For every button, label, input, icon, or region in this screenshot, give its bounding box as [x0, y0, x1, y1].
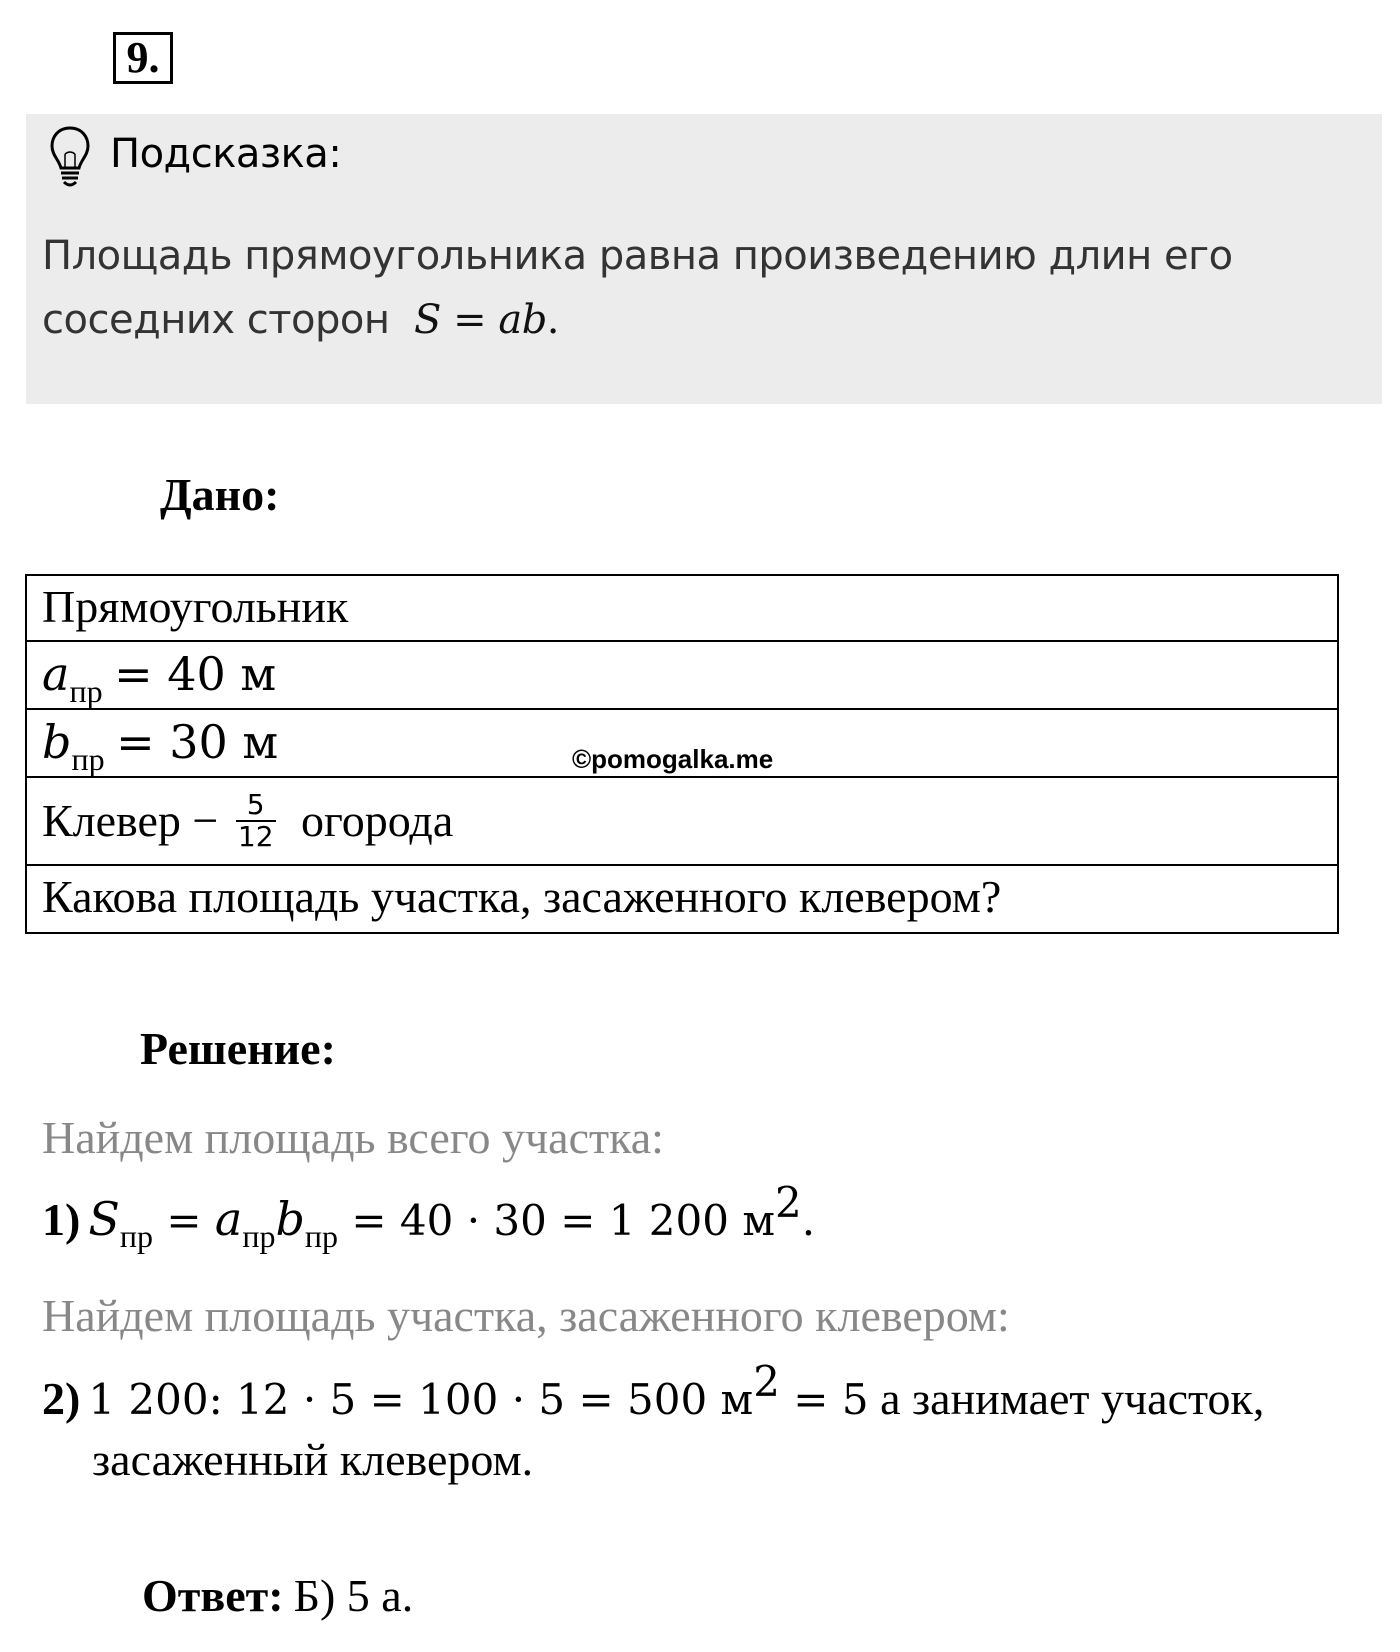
lightbulb-icon [48, 124, 92, 190]
hint-sentence: Площадь прямоугольника равна произведению длин его соседних сторон [42, 233, 1233, 343]
step-2-text-tail: а занимает участок, [868, 1373, 1265, 1424]
hint-text [42, 224, 1362, 352]
figure-text: Прямоугольник [42, 581, 349, 632]
given-row-figure [27, 576, 1337, 642]
clover-suffix: огорода [301, 795, 454, 846]
solution-heading: Решение: [140, 1023, 336, 1074]
clover-label: Клевер − [42, 795, 219, 846]
value-a: = 40 м [114, 647, 277, 701]
solution-step-2-continuation: засаженный клевером. [92, 1434, 534, 1485]
answer [142, 1568, 413, 1624]
given-row-question [27, 866, 1337, 932]
solution-intro-2: Найдем площадь участка, засаженного клевером: [42, 1290, 1010, 1341]
hint-title: Подсказка: [110, 131, 342, 177]
hint-panel [26, 114, 1382, 404]
step-1-a: a [214, 1192, 243, 1246]
formula-s: S [413, 297, 441, 343]
sub-b: пр [71, 741, 105, 777]
given-row-clover [27, 778, 1337, 866]
clover-fraction [236, 790, 276, 852]
step-1-index: 1) [42, 1194, 81, 1245]
problem-number: 9. [113, 32, 173, 84]
question-text: Какова площадь участка, засаженного клевером? [42, 871, 1002, 922]
step-1-s-sub: пр [119, 1218, 153, 1254]
step-1-power: 2 [775, 1178, 802, 1227]
var-a: a [42, 647, 70, 701]
step-1-equals: = [152, 1196, 215, 1245]
answer-value: Б) 5 а. [293, 1570, 414, 1621]
watermark: ©pomogalka.me [572, 744, 774, 774]
step-1-a-sub: пр [242, 1218, 276, 1254]
step-2-power: 2 [753, 1357, 780, 1406]
step-1-calc: = 40 · 30 = 1 200 м [338, 1196, 775, 1245]
sub-a: пр [69, 673, 103, 709]
step-1-b-sub: пр [304, 1218, 339, 1254]
formula-equals: = [453, 297, 487, 343]
solution-step-2 [42, 1357, 1265, 1431]
formula-end: . [546, 297, 560, 343]
area-formula [414, 297, 559, 343]
formula-ab: ab [498, 297, 547, 343]
step-1-end: . [801, 1196, 816, 1245]
given-row-length [27, 642, 1337, 710]
step-2-calc-tail: = 5 [779, 1375, 869, 1424]
given-heading: Дано: [160, 469, 280, 520]
solution-step-1 [42, 1178, 816, 1267]
step-1-s: S [88, 1192, 120, 1246]
value-b: = 30 м [116, 715, 279, 769]
step-1-b: b [275, 1192, 305, 1246]
solution-intro-1: Найдем площадь всего участка: [42, 1112, 664, 1163]
answer-label: Ответ: [142, 1570, 284, 1621]
step-2-calc: 1 200: 12 · 5 = 100 · 5 = 500 м [88, 1375, 754, 1424]
fraction-numerator: 5 [236, 790, 276, 822]
step-2-index: 2) [42, 1373, 81, 1424]
fraction-denominator: 12 [237, 820, 274, 854]
var-b: b [42, 715, 72, 769]
